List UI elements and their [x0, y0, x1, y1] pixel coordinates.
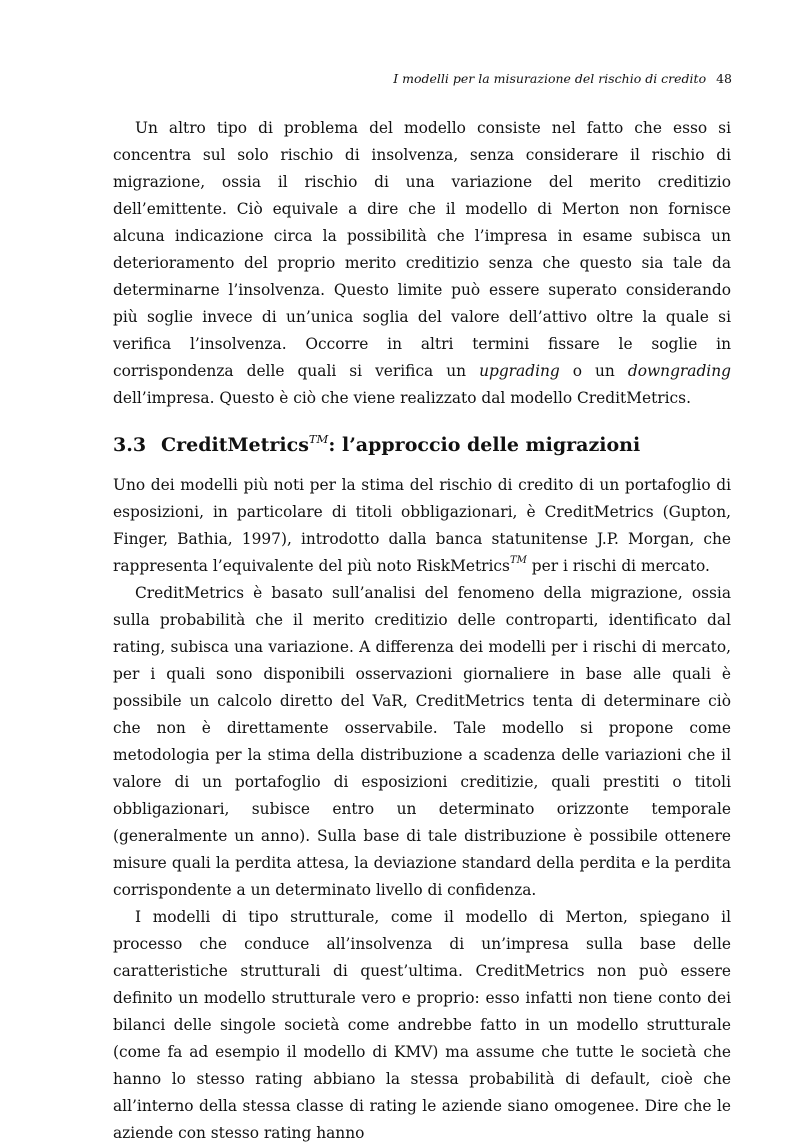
- running-header: [110, 71, 732, 86]
- page-number: 48: [716, 71, 732, 86]
- paragraph-creditmetrics-migration: CreditMetrics è basato sull’analisi del fenomeno della migrazione, ossia sulla probabilità che il merito creditizio delle controparti, identificato dal rating, subisca una variazione. A differenza dei modelli per i rischi di mercato, per i quali sono disponibili osservazioni giornaliere in base alle quali è possibile un calcolo diretto del VaR, CreditMetrics tenta di determinare ciò che non è direttamente osservabile. Tale modello si propone come metodologia per la stima della distribuzione a scadenza delle variazioni che il valore di un portafoglio di esposizioni creditizie, quali prestiti o titoli obbligazionari, subisce entro un determinato orizzonte temporale (generalmente un anno). Sulla base di tale distribuzione è possibile ottenere misure quali la perdita attesa, la deviazione standard della perdita e la perdita corrispondente a un determinato livello di confidenza.: [113, 584, 731, 899]
- paragraph-creditmetrics-intro: Uno dei modelli più noti per la stima del rischio di credito di un portafoglio di esposizioni, in particolare di titoli obbligazionari, è CreditMetrics (Gupton, Finger, Bathia, 1997), introdotto dalla banca statunitense J.P. Morgan, che rappresenta l’equivalente del più noto RiskMetrics™ per i rischi di mercato.: [113, 476, 731, 575]
- section-title-main: CreditMetrics: [161, 434, 309, 456]
- body-text: [113, 115, 731, 1147]
- trademark-superscript: TM: [509, 555, 527, 566]
- running-title: I modelli per la misurazione del rischio di credito: [393, 71, 707, 86]
- section-heading: [113, 432, 731, 458]
- paragraph-migration-risk: Un altro tipo di problema del modello consiste nel fatto che esso si concentra sul solo rischio di insolvenza, senza considerare il rischio di migrazione, ossia il rischio di una variazione del merito creditizio dell’emittente. Ciò equivale a dire che il modello di Merton non fornisce alcuna indicazione circa la possibilità che l’impresa in esame subisca un deterioramento del proprio merito creditizio senza che questo sia tale da determinarne l’insolvenza. Questo limite può essere superato considerando più soglie invece di un’unica soglia del valore dell’attivo oltre la quale si verifica l’insolvenza. Occorre in altri termini fissare le soglie in corrispondenza delle quali si verifica un upgrading o un downgrading dell’impresa. Questo è ciò che viene realizzato dal modello CreditMetrics.: [113, 119, 731, 407]
- section-title-rest: : l’approccio delle migrazioni: [328, 434, 641, 456]
- paragraph-structural-models: I modelli di tipo strutturale, come il modello di Merton, spiegano il processo che conduce all’insolvenza di un’impresa sulla base delle caratteristiche strutturali di quest’ultima. CreditMetrics non può essere definito un modello strutturale vero e proprio: esso infatti non tiene conto dei bilanci delle singole società come andrebbe fatto in un modello strutturale (come fa ad esempio il modello di KMV) ma assume che tutte le società che hanno lo stesso rating abbiano la stessa probabilità di default, cioè che all’interno della stessa classe di rating le aziende siano omogenee. Dire che le aziende con stesso rating hanno: [113, 908, 731, 1142]
- section-number: 3.3: [113, 434, 147, 456]
- term-upgrading: upgrading: [479, 362, 560, 380]
- trademark-superscript: TM: [308, 432, 329, 446]
- term-downgrading: downgrading: [627, 362, 731, 380]
